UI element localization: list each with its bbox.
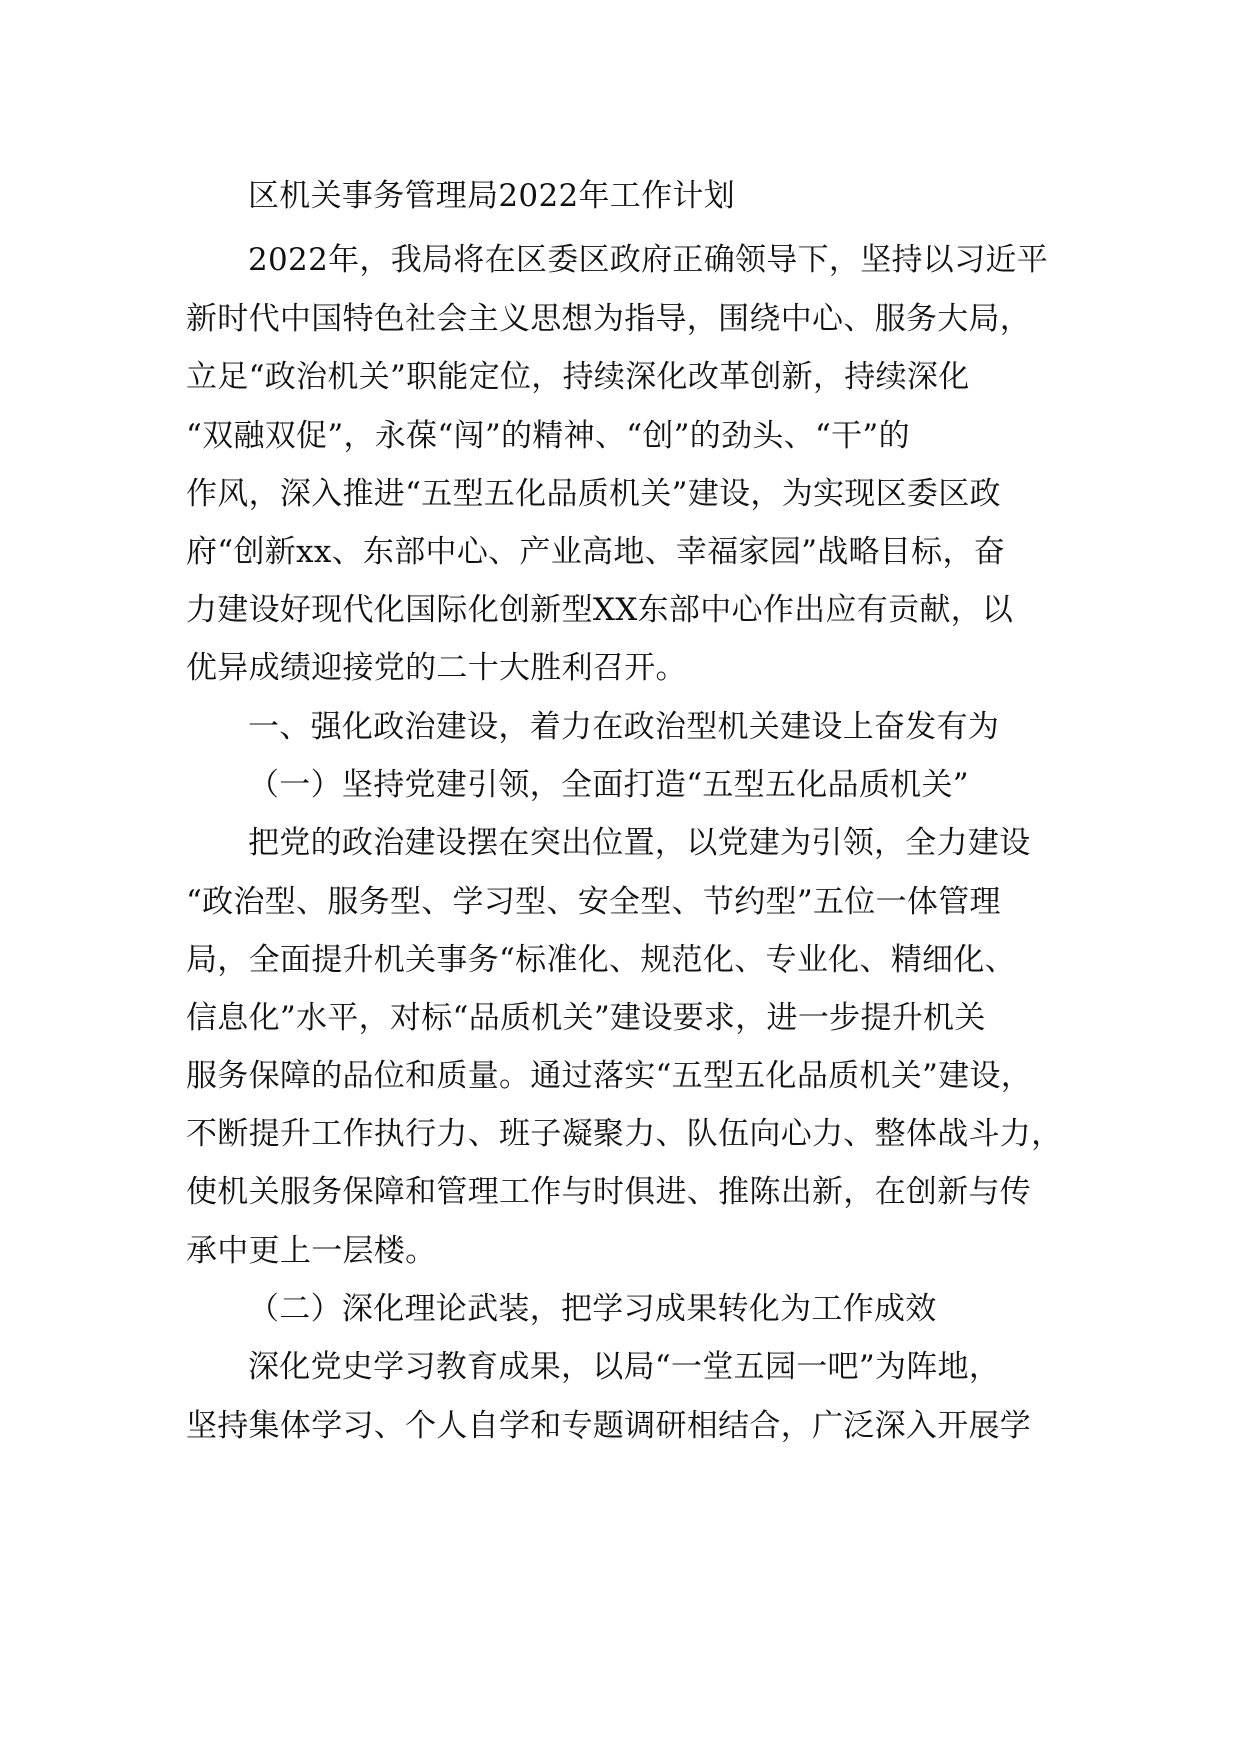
- paragraph-line: 新时代中国特色社会主义思想为指导，围绕中心、服务大局，: [186, 301, 1032, 337]
- subsection-heading: （一）坚持党建引领，全面打造“五型五化品质机关”: [248, 767, 969, 803]
- paragraph-line: 作风，深入推进“五型五化品质机关”建设，为实现区委区政: [186, 476, 1001, 512]
- paragraph-line: 力建设好现代化国际化创新型XX东部中心作出应有贡献，以: [186, 592, 1014, 628]
- paragraph-line: 坚持集体学习、个人自学和专题调研相结合，广泛深入开展学: [186, 1408, 1032, 1444]
- section-heading: 一、强化政治建设，着力在政治型机关建设上奋发有为: [248, 709, 1000, 745]
- paragraph-line: 立足“政治机关”职能定位，持续深化改革创新，持续深化: [186, 359, 970, 395]
- paragraph-line: 优异成绩迎接党的二十大胜利召开。: [186, 650, 687, 686]
- paragraph-line: “政治型、服务型、学习型、安全型、节约型”五位一体管理: [186, 884, 1001, 920]
- paragraph-line: 局，全面提升机关事务“标准化、规范化、专业化、精细化、: [186, 942, 1016, 978]
- paragraph-line: 府“创新xx、东部中心、产业高地、幸福家园”战略目标，奋: [186, 534, 1006, 570]
- paragraph-line: 承中更上一层楼。: [186, 1233, 437, 1269]
- document-title: 区机关事务管理局2022年工作计划: [248, 178, 735, 214]
- paragraph-line: 不断提升工作执行力、班子凝聚力、队伍向心力、整体战斗力，: [186, 1116, 1063, 1152]
- paragraph-line: “双融双促”，永葆“闯”的精神、“创”的劲头、“干”的: [186, 418, 910, 454]
- paragraph-line: 信息化”水平，对标“品质机关”建设要求，进一步提升机关: [186, 1000, 986, 1036]
- paragraph-line: 2022年，我局将在区委区政府正确领导下，坚持以习近平: [248, 242, 1048, 278]
- paragraph-line: 把党的政治建设摆在突出位置，以党建为引领，全力建设: [248, 825, 1031, 861]
- subsection-heading: （二）深化理论武装，把学习成果转化为工作成效: [248, 1291, 937, 1327]
- paragraph-line: 服务保障的品位和质量。通过落实“五型五化品质机关”建设，: [186, 1058, 1033, 1094]
- paragraph-line: 使机关服务保障和管理工作与时俱进、推陈出新，在创新与传: [186, 1174, 1032, 1210]
- paragraph-line: 深化党史学习教育成果，以局“一堂五园一吧”为阵地，: [248, 1349, 1001, 1385]
